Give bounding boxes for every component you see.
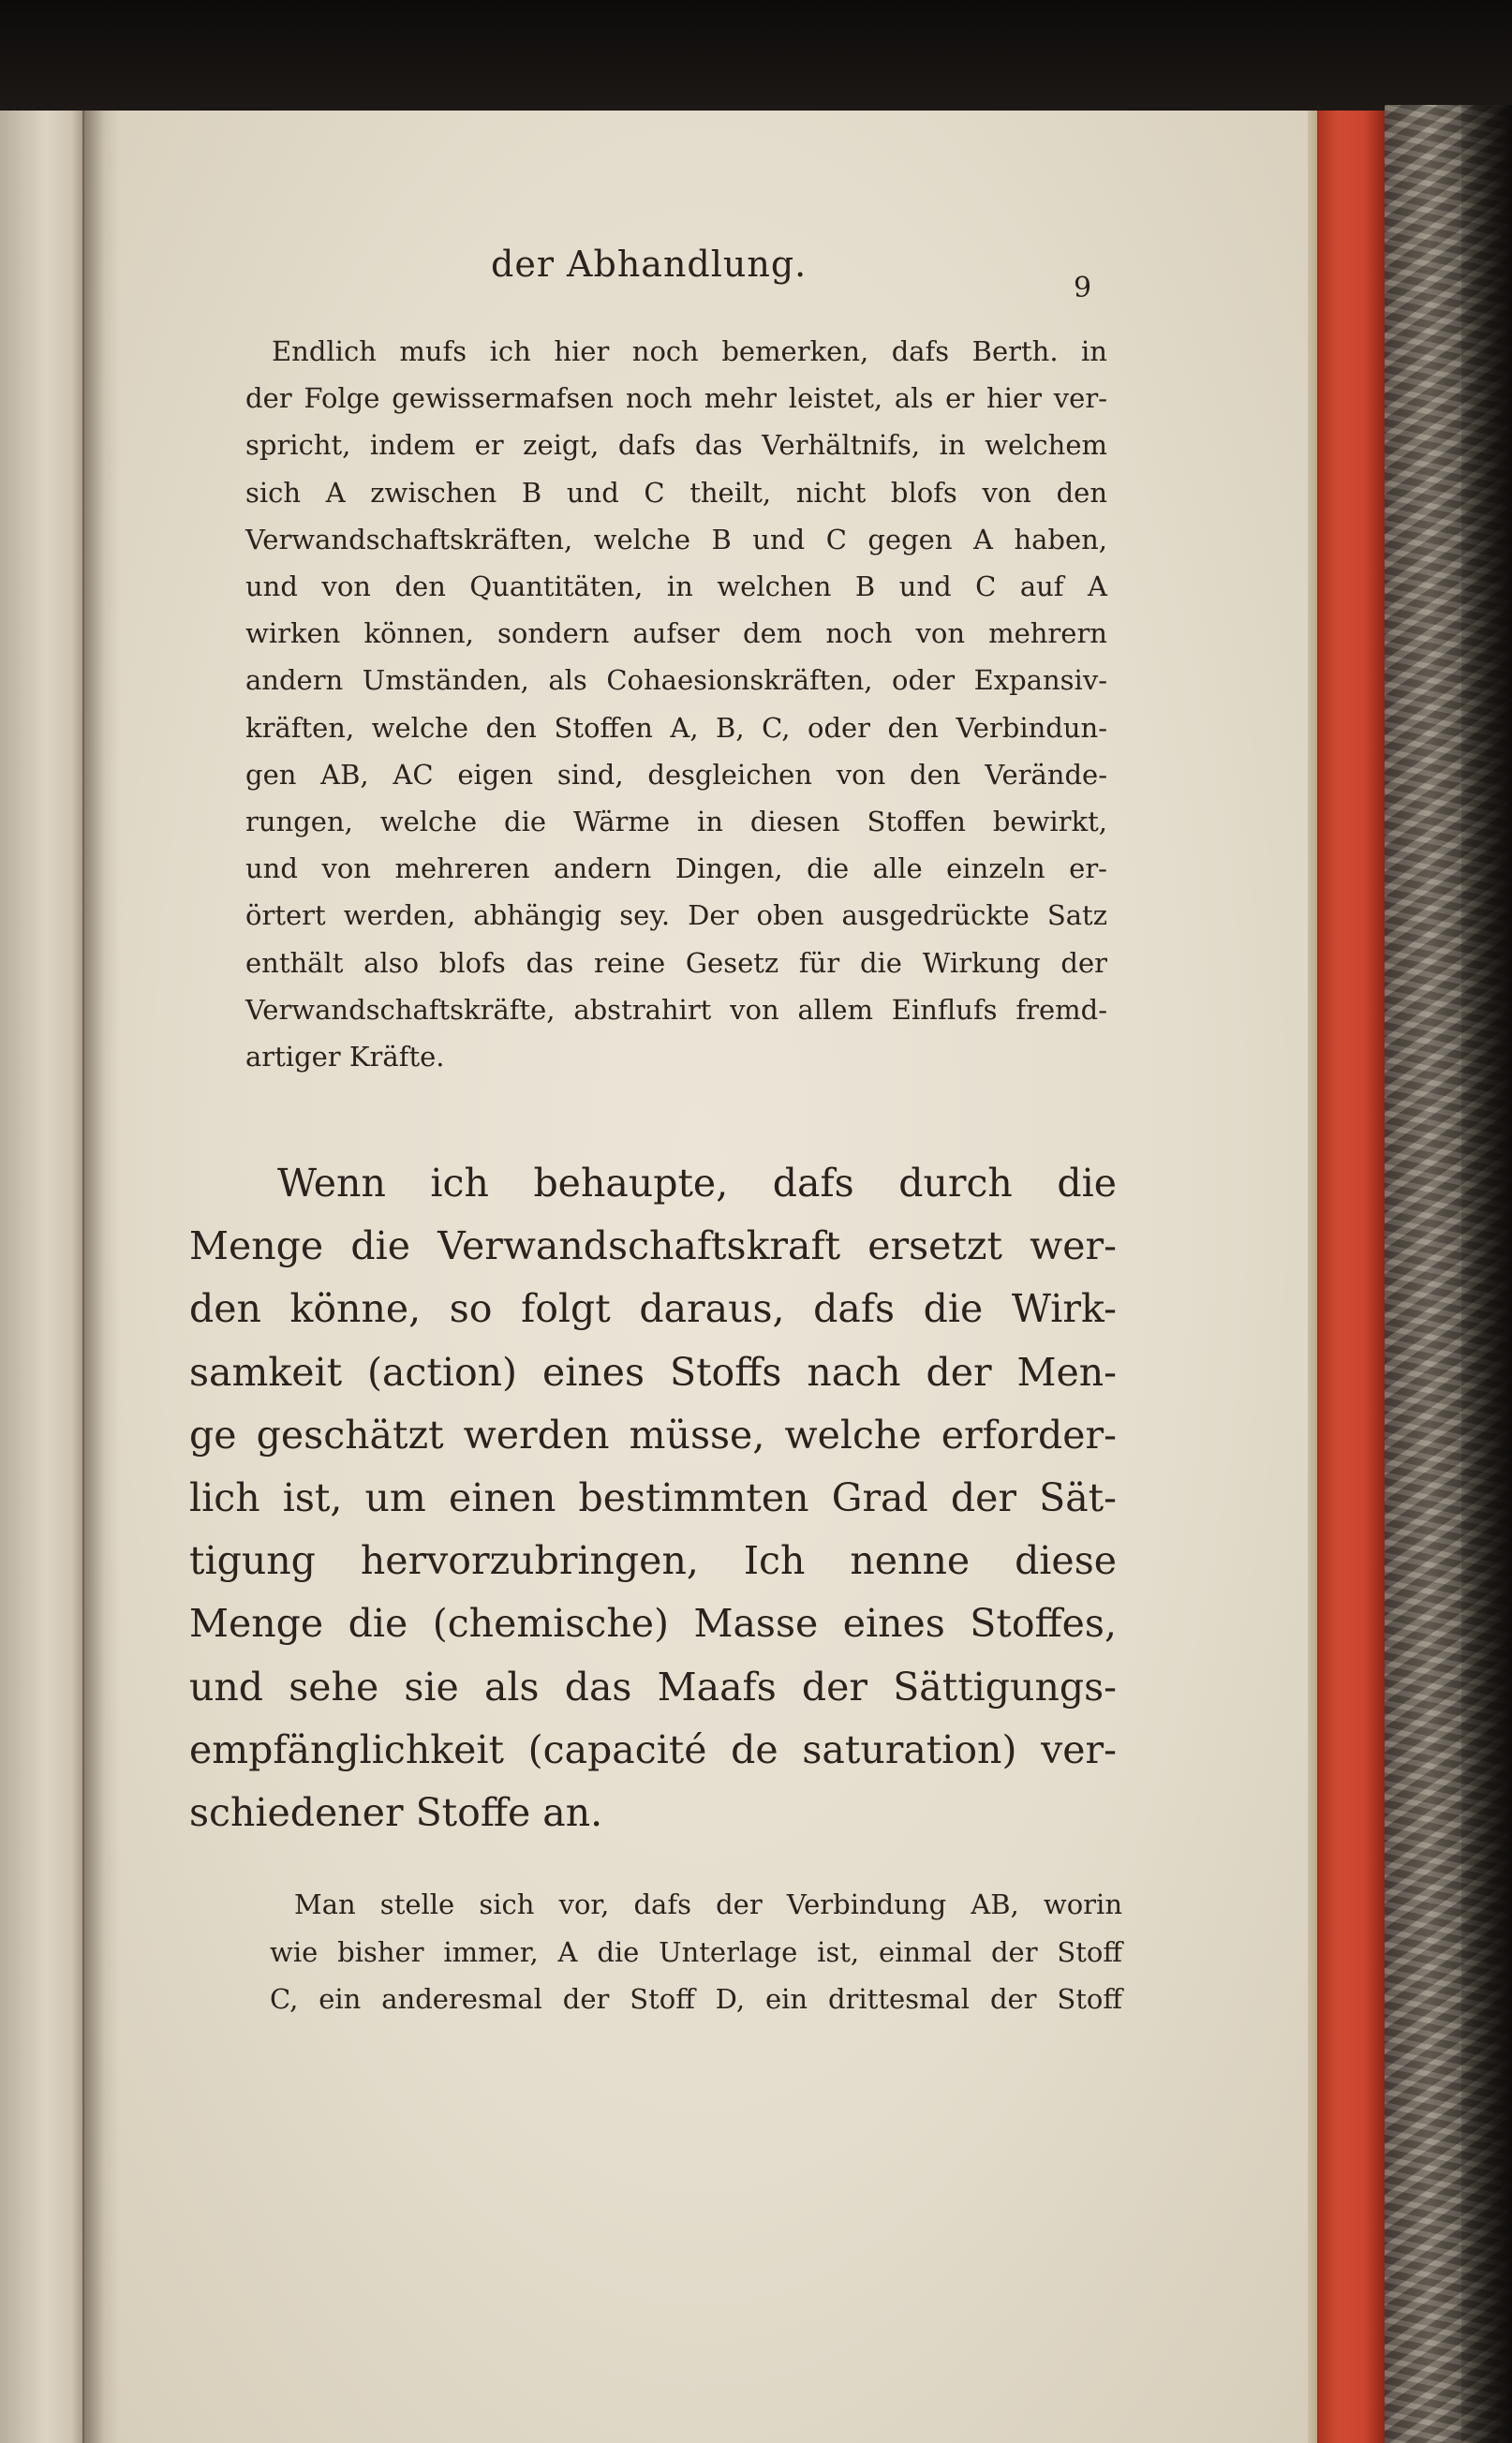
text-line: enthält also blofs das reine Gesetz für die Wirkung der (245, 946, 1107, 979)
text-line: gen AB, AC eigen sind, desgleichen von den Verände- (245, 758, 1107, 791)
text-line: rungen, welche die Wärme in diesen Stoffen bewirkt, (245, 806, 1107, 838)
text-line: schiedener Stoffe an. (189, 1790, 603, 1836)
paragraph-2 (189, 1152, 1117, 1844)
red-page-edges (1317, 111, 1385, 2443)
cover-shadow (1461, 105, 1512, 2443)
text-line: artiger Kräfte. (245, 1041, 445, 1073)
text-line: und von mehreren andern Dingen, die alle einzeln er- (245, 852, 1107, 885)
text-line: empfänglichkeit (capacité de saturation) ver- (189, 1726, 1117, 1772)
text-line: und von den Quantitäten, in welchen B und C auf A (245, 570, 1107, 603)
text-line: wie bisher immer, A die Unterlage ist, einmal der Stoff (270, 1935, 1122, 1968)
text-line: wirken können, sondern aufser dem noch von mehrern (245, 617, 1107, 650)
text-line: andern Umständen, als Cohaesionskräften, oder Expansiv- (245, 664, 1107, 697)
text-line: örtert werden, abhängig sey. Der oben ausgedrückte Satz (245, 899, 1107, 932)
text-line: Man stelle sich vor, dafs der Verbindung AB, worin (294, 1888, 1122, 1920)
text-line: kräften, welche den Stoffen A, B, C, oder den Verbindun- (245, 711, 1107, 744)
text-line: Verwandschaftskräften, welche B und C gegen A haben, (245, 523, 1107, 555)
facing-page-edge (0, 111, 84, 2443)
text-line: den könne, so folgt daraus, dafs die Wirk- (189, 1286, 1117, 1332)
text-line: der Folge gewissermafsen noch mehr leistet, als er hier ver- (245, 382, 1107, 415)
text-line: Menge die Verwandschaftskraft ersetzt wer- (189, 1223, 1117, 1269)
text-line: ge geschätzt werden müsse, welche erforder- (189, 1412, 1117, 1458)
running-header: der Abhandlung. (491, 244, 808, 285)
text-line: tigung hervorzubringen, Ich nenne diese (189, 1538, 1117, 1584)
text-line: samkeit (action) eines Stoffs nach der Men- (189, 1349, 1117, 1395)
text-line: spricht, indem er zeigt, dafs das Verhältnifs, in welchem (245, 429, 1107, 462)
paragraph-3 (270, 1881, 1122, 2023)
text-line: Wenn ich behaupte, dafs durch die (277, 1161, 1117, 1206)
text-line: und sehe sie als das Maafs der Sättigungs- (189, 1664, 1117, 1710)
text-line: Endlich mufs ich hier noch bemerken, dafs Berth. in (272, 335, 1107, 367)
text-line: sich A zwischen B und C theilt, nicht blofs von den (245, 476, 1107, 509)
text-line: Menge die (chemische) Masse eines Stoffes, (189, 1601, 1117, 1647)
paragraph-1 (245, 328, 1107, 1080)
top-dark-band (0, 0, 1512, 111)
text-line: lich ist, um einen bestimmten Grad der Sät- (189, 1475, 1117, 1521)
page-number: 9 (1074, 272, 1092, 304)
text-line: Verwandschaftskräfte, abstrahirt von allem Einflufs fremd- (245, 993, 1107, 1026)
book-gutter-shadow (82, 111, 120, 2443)
text-line: C, ein anderesmal der Stoff D, ein drittesmal der Stoff (270, 1983, 1122, 2015)
